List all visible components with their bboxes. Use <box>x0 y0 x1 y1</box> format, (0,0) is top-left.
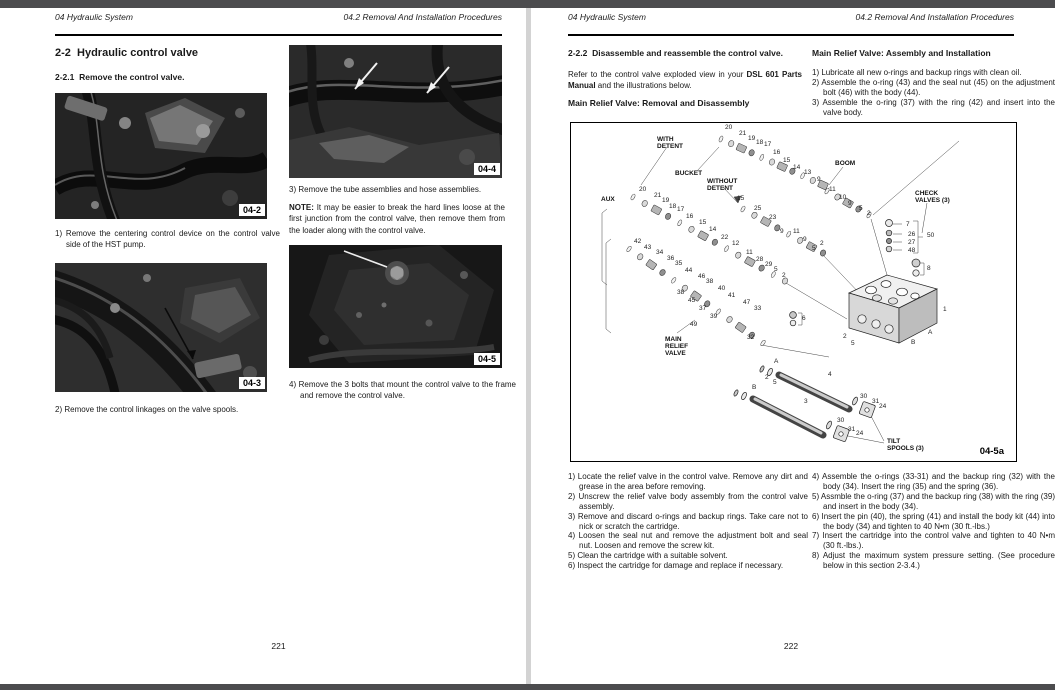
diagram-label: BOOM <box>835 160 856 167</box>
part-number: 30 <box>860 393 868 400</box>
procedure-step: 1) Remove the centering control device on the control valve side of the HST pump. <box>55 229 280 250</box>
diagram-label: VALVE <box>665 350 686 357</box>
part-number: 15 <box>699 219 707 226</box>
assembly-steps-bottom-list <box>812 472 1055 571</box>
part-number: 32 <box>747 334 755 341</box>
header-rule <box>568 34 1014 36</box>
exploded-diagram-svg <box>571 123 1016 461</box>
part-number: 35 <box>675 260 683 267</box>
procedure-step: 3) Assemble the o-ring (37) with the ring (42) and insert into the valve body. <box>812 97 1055 117</box>
diagram-label: BUCKET <box>675 170 703 177</box>
part-number: 30 <box>837 417 845 424</box>
part-number: 34 <box>656 249 664 256</box>
intro-text-end: and the illustrations below. <box>595 81 692 91</box>
note-paragraph <box>289 202 505 236</box>
part-number: 38 <box>677 289 685 296</box>
procedure-step: 2) Assemble the o-ring (43) and the seal nut (45) on the adjustment bolt (46) with the body (44). <box>812 77 1055 97</box>
part-number: 43 <box>644 244 652 251</box>
part-number: 45 <box>688 297 696 304</box>
procedure-step: 1) Lubricate all new o-rings and backup rings with clean oil. <box>812 68 1022 77</box>
part-number: 14 <box>709 226 717 233</box>
assembly-steps-top <box>812 68 1055 118</box>
part-number: 20 <box>639 186 647 193</box>
figure-number-badge: 04-5 <box>474 353 500 365</box>
part-number: 28 <box>756 256 764 263</box>
part-number: 2 <box>867 210 871 217</box>
procedure-step: 2) Remove the control linkages on the valve spools. <box>55 405 239 414</box>
part-number: 18 <box>756 139 764 146</box>
part-number: 37 <box>699 305 707 312</box>
removal-steps-list <box>568 472 808 571</box>
part-number: 38 <box>706 278 714 285</box>
photo-illustration <box>55 263 267 392</box>
diagram-label: AUX <box>601 196 615 203</box>
part-number: 12 <box>732 240 740 247</box>
procedure-step: 8) Adjust the maximum system pressure setting. (See procedure below in this section 2-3.4.) <box>812 551 1055 571</box>
manual-reference: DSL 601 Parts Manual <box>568 70 802 91</box>
header-section: 04.2 Removal And Installation Procedures <box>855 12 1014 22</box>
part-number: 26 <box>908 231 916 238</box>
part-number: 29 <box>765 261 773 268</box>
part-number: 2 <box>782 272 786 279</box>
top-chrome-bar <box>0 0 1055 8</box>
figure-photo-04-5 <box>289 245 502 368</box>
procedure-step: 1) Locate the relief valve in the control valve. Remove any dirt and grease in the area before removing. <box>568 472 808 491</box>
part-number: 2 <box>765 374 769 381</box>
part-number: 16 <box>773 149 781 156</box>
diagram-label: MAIN <box>665 336 682 343</box>
photo-illustration <box>289 245 502 368</box>
part-number: 13 <box>804 169 812 176</box>
procedure-step: 2) Unscrew the relief valve body assembly from the control valve assembly. <box>568 491 808 511</box>
diagram-label: VALVES (3) <box>915 197 950 204</box>
header-chapter: 04 Hydraulic System <box>55 12 133 22</box>
part-number: 17 <box>677 206 685 213</box>
manual-page-right <box>531 8 1055 684</box>
part-number: 44 <box>685 267 693 274</box>
diagram-label: WITHOUT <box>707 178 738 185</box>
part-number: 9 <box>803 236 807 243</box>
part-number: 7 <box>906 221 910 228</box>
part-number: 9 <box>780 228 784 235</box>
part-number: 21 <box>654 192 662 199</box>
part-number: 24 <box>879 403 887 410</box>
diagram-label: WITH <box>657 136 674 143</box>
section-title: 2-2 Hydraulic control valve <box>55 47 199 59</box>
procedure-step: 4) Remove the 3 bolts that mount the control valve to the frame and remove the control valve. <box>289 380 516 401</box>
part-number: 5 <box>774 266 778 273</box>
part-number: 4 <box>828 371 832 378</box>
header-rule <box>55 34 502 36</box>
part-number: 42 <box>634 238 642 245</box>
part-number: 41 <box>728 292 736 299</box>
procedure-step: 3) Remove and discard o-rings and backup rings. Take care not to nick or scratch the cartridge. <box>568 511 808 531</box>
part-number: 5 <box>851 340 855 347</box>
part-number: 2 <box>843 333 847 340</box>
part-number: 49 <box>690 321 698 328</box>
note-text: It may be easier to break the hard lines loose at the first junction from the control valve, then remove them from the loader along with the control valve. <box>289 203 505 235</box>
part-number: 33 <box>754 305 762 312</box>
part-number: 47 <box>743 299 751 306</box>
part-number: 50 <box>927 232 935 239</box>
part-number: 31 <box>848 426 856 433</box>
removal-heading: Main Relief Valve: Removal and Disassembly <box>568 98 750 108</box>
subsection-title: 2-2.1 Remove the control valve. <box>55 72 185 82</box>
part-number: 11 <box>793 228 800 235</box>
manual-page-left <box>0 8 526 684</box>
part-number: 2 <box>820 240 824 247</box>
intro-paragraph <box>568 69 802 92</box>
part-number: 15 <box>737 195 745 202</box>
part-number: 17 <box>764 141 772 148</box>
assembly-heading: Main Relief Valve: Assembly and Installation <box>812 48 991 58</box>
part-number: B <box>911 339 916 346</box>
figure-number-badge: 04-2 <box>239 204 265 216</box>
figure-number-badge: 04-3 <box>239 377 265 389</box>
part-number: 31 <box>872 398 880 405</box>
part-number: 1 <box>943 306 947 313</box>
photo-illustration <box>289 45 502 178</box>
page-number: 221 <box>271 641 286 651</box>
figure-caption: 04-5a <box>979 446 1004 457</box>
photo-illustration <box>55 93 267 219</box>
note-label: NOTE: <box>289 203 314 212</box>
part-number: 5 <box>859 205 863 212</box>
figure-photo-04-2 <box>55 93 267 219</box>
part-number: B <box>752 384 757 391</box>
part-number: 14 <box>793 164 801 171</box>
procedure-step: 3) Remove the tube assemblies and hose assemblies. <box>289 185 482 194</box>
part-number: 22 <box>721 234 729 241</box>
diagram-label: CHECK <box>915 190 939 197</box>
part-number: 3 <box>804 398 808 405</box>
figure-photo-04-4 <box>289 45 502 178</box>
procedure-step: 4) Assemble the o-rings (33-31) and the backup ring (32) with the body (34). Insert the ring (35) and the spring (36). <box>812 472 1055 491</box>
diagram-label: TILT <box>887 438 901 445</box>
procedure-step: 5) Clean the cartridge with a suitable solvent. <box>568 551 728 561</box>
diagram-label: DETENT <box>657 143 683 150</box>
part-number: 9 <box>848 200 852 207</box>
part-number: 9 <box>817 176 821 183</box>
diagram-label: RELIEF <box>665 343 689 350</box>
part-number: 5 <box>773 379 777 386</box>
part-number: A <box>774 358 779 365</box>
part-number: 5 <box>812 245 816 252</box>
part-number: 10 <box>839 194 847 201</box>
procedure-step: 5) Assmble the o-ring (37) and the backup ring (38) with the ring (39) and insert in the body (34). <box>812 491 1055 511</box>
part-number: 25 <box>754 205 762 212</box>
diagram-label: DETENT <box>707 185 733 192</box>
part-number: 18 <box>669 203 677 210</box>
part-number: 23 <box>769 214 777 221</box>
page-number: 222 <box>783 641 799 651</box>
procedure-step: 4) Loosen the seal nut and remove the adjustment bolt and seal nut. Loosen and remove the screw kit. <box>568 531 808 551</box>
part-number: 19 <box>662 197 670 204</box>
part-number: 40 <box>718 285 726 292</box>
header-section: 04.2 Removal And Installation Procedures <box>343 12 502 22</box>
part-number: 16 <box>686 213 694 220</box>
diagram-label: SPOOLS (3) <box>887 445 924 452</box>
intro-text: Refer to the control valve exploded view in your <box>568 70 747 79</box>
part-number: 24 <box>856 430 864 437</box>
figure-number-badge: 04-4 <box>474 163 500 175</box>
part-number: 6 <box>802 315 806 322</box>
part-number: 39 <box>710 313 718 320</box>
part-number: 8 <box>927 265 931 272</box>
section-title: 2-2.2 Disassemble and reassemble the control valve. <box>568 48 783 58</box>
procedure-step: 6) Insert the pin (40), the spring (41) and install the body kit (44) into the body (34) and tighten to 40 N•m (30 ft.-lbs.) <box>812 511 1055 531</box>
exploded-view-figure <box>570 122 1017 462</box>
figure-photo-04-3 <box>55 263 267 392</box>
part-number: A <box>928 329 933 336</box>
procedure-step: 7) Insert the cartridge into the control valve and tighten to 40 N•m (30 ft.-lbs.). <box>812 531 1055 551</box>
part-number: 19 <box>748 135 756 142</box>
part-number: 48 <box>908 247 916 254</box>
header-chapter: 04 Hydraulic System <box>568 12 646 22</box>
part-number: 11 <box>746 249 753 256</box>
part-number: 27 <box>908 239 916 246</box>
part-number: 36 <box>667 255 675 262</box>
part-number: 20 <box>725 124 733 131</box>
bottom-chrome-bar <box>0 684 1055 690</box>
procedure-step: 6) Inspect the cartridge for damage and replace if necessary. <box>568 561 784 571</box>
part-number: 15 <box>783 157 791 164</box>
part-number: 11 <box>829 186 836 193</box>
part-number: 21 <box>739 130 747 137</box>
part-number: 46 <box>698 273 706 280</box>
